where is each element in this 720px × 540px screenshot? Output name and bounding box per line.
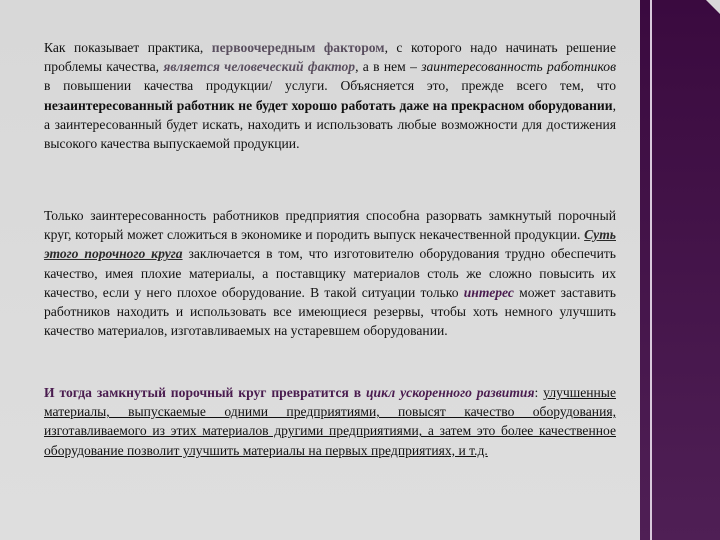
sidebar-corner-fold [706, 0, 720, 14]
p2-text-2: заключается в том, что изготовителю оборудования трудно обеспечить качество, имея плохие материалы, а поставщику материалов столь же сложно повысить их качество, если у него плохое оборудование. В такой ситуации только [44, 246, 616, 300]
p1-highlight-primary-factor: первоочередным фактором [211, 40, 385, 55]
p1-text-1: Как показывает практика, [44, 40, 212, 55]
p1-text-2: , с которого надо начинать решение проблемы качества, [44, 40, 616, 75]
p2-text-1: Только заинтересованность работников предприятия способна разорвать замкнутый порочный круг, который может сложиться в экономике и породить выпуск некачественной продукции. [44, 208, 616, 243]
p1-bold-statement: незаинтересованный работник не будет хорошо работать даже на прекрасном оборудовании [44, 97, 613, 113]
p2-emphasis-interest: интерес [463, 284, 514, 300]
p3-colon: : [534, 385, 544, 400]
p1-emphasis-human-factor: является человеческий фактор [163, 59, 356, 75]
p1-text-4: в повышении качества продукции/ услуги. Объясняется это, прежде всего тем, что [44, 78, 616, 94]
p3-underlined-explanation: улучшенные материалы, выпускаемые одними предприятиями, повысят качество оборудования, изготавливаемого из этих материалов другими предприятиями, а затем это более качественное оборудование позволит улучшить материалы на первых предприятиях, и т.д. [44, 385, 616, 458]
paragraph-vicious-circle [44, 206, 616, 340]
p3-bold-lead: И тогда замкнутый порочный круг превратится в [44, 385, 366, 400]
p2-emphasis-circle-essence: Суть этого порочного круга [44, 227, 616, 262]
paragraph-development-cycle [44, 383, 616, 460]
p3-emphasis-cycle: цикл ускоренного развития [365, 385, 535, 400]
sidebar-divider-line [650, 0, 652, 540]
paragraph-human-factor [44, 38, 616, 153]
p2-text-3: может заставить работников находить и использовать все имеющиеся резервы, чтобы хоть немного улучшить качество материалов, изготавливаемых на устаревшем оборудовании. [44, 284, 616, 339]
p1-text-3: , а в нем – [355, 59, 422, 75]
p1-text-5: , а заинтересованный будет искать, находить и использовать любые возможности для достижения высокого качества выпускаемой продукции. [44, 97, 616, 152]
p1-emphasis-interest: заинтересованность работников [421, 59, 616, 75]
decorative-sidebar [640, 0, 720, 540]
